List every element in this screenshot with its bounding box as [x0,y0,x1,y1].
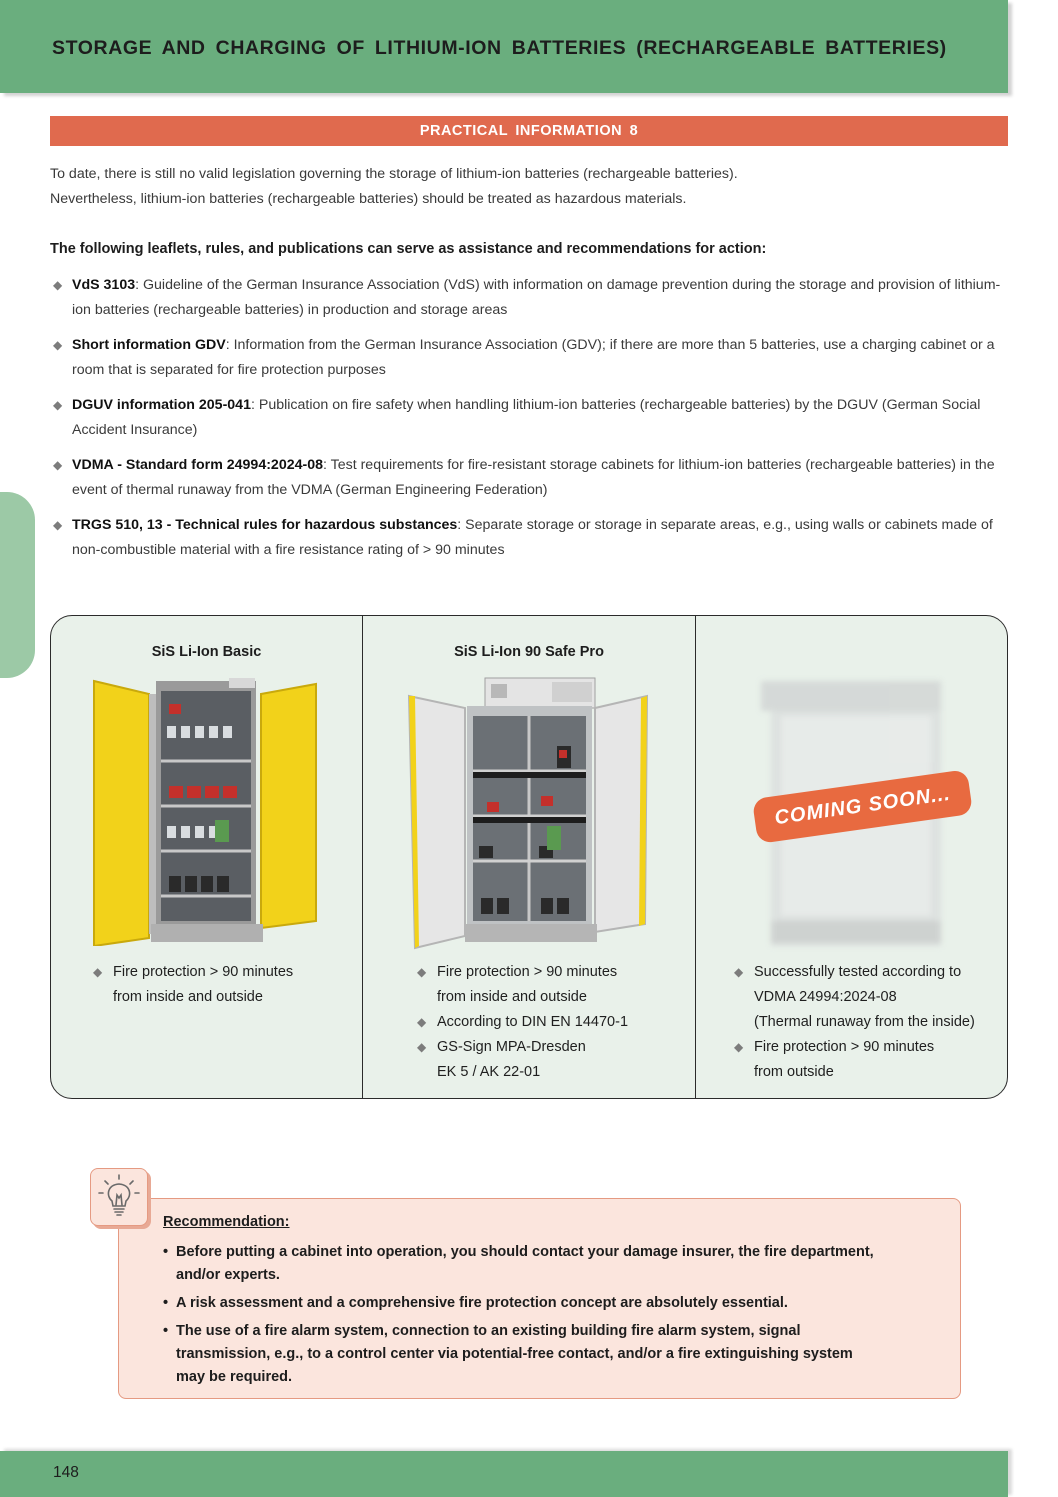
bullet-icon: • [163,1295,169,1311]
feature-line: According to DIN EN 14470-1 [437,1014,629,1030]
page-number: 148 [53,1464,79,1481]
reference-term: Short information GDV [72,337,226,353]
reference-text: : Test requirements for fire-resistant storage cabinets for lithium-ion batteries (rechargeable batteries) in the event of thermal runaway from the VDMA (German Engineering Federation) [72,457,995,498]
recommendation-box [118,1198,961,1399]
recommendation-line: transmission, e.g., to a control center via potential-free contact, and/or a fire extinguishing system [176,1346,853,1362]
info-bar [50,116,1008,146]
list-item [52,513,1012,563]
diamond-bullet-icon: ◆ [734,1040,744,1054]
list-item [52,453,1012,503]
product-title: SiS Li-Ion 90 Safe Pro [454,644,604,660]
diamond-bullet-icon: ◆ [93,965,103,979]
feature-list [734,960,975,1085]
product-column-basic [51,616,363,1098]
list-item [163,1320,933,1389]
reference-text: : Publication on fire safety when handling lithium-ion batteries (rechargeable batteries) by the DGUV (German Social Accident Insurance) [72,397,981,438]
feature-list [417,960,628,1085]
feature-line: from inside and outside [437,989,587,1005]
diamond-bullet-icon: ◆ [53,338,63,352]
info-bar-label: PRACTICAL INFORMATION 8 [419,123,639,139]
lightbulb-badge [90,1168,148,1226]
reference-list [52,273,1012,573]
feature-line: Fire protection > 90 minutes [754,1039,935,1055]
product-column-coming-soon [696,616,1008,1098]
footer-band [0,1451,1008,1497]
lead-text: The following leaflets, rules, and publications can serve as assistance and recommendations for action: [50,241,767,257]
reference-text: : Separate storage or storage in separate areas, e.g., using walls or cabinets made of non-combustible material with a fire resistance rating of > 90 minutes [72,517,993,558]
intro-line: To date, there is still no valid legislation governing the storage of lithium-ion batteries (rechargeable batteries). [50,166,738,182]
feature-line: (Thermal runaway from the inside) [754,1014,975,1030]
feature-line: EK 5 / AK 22-01 [437,1064,541,1080]
list-item [417,960,628,1010]
recommendation-line: The use of a fire alarm system, connection to an existing building fire alarm system, signal [176,1323,801,1339]
recommendation-line: Before putting a cabinet into operation, you should contact your damage insurer, the fire department, [176,1244,874,1260]
reference-text: : Guideline of the German Insurance Association (VdS) with information on damage prevention during the storage and provision of lithium-ion batteries (rechargeable batteries) in production and storage areas [72,277,1001,318]
reference-term: VdS 3103 [72,277,136,293]
recommendation-line: may be required. [176,1369,293,1385]
reference-term: DGUV information 205-041 [72,397,251,413]
list-item [52,333,1012,383]
diamond-bullet-icon: ◆ [417,1015,427,1029]
diamond-bullet-icon: ◆ [417,1040,427,1054]
header-band [0,0,1008,93]
list-item [163,1241,933,1287]
diamond-bullet-icon: ◆ [53,398,63,412]
side-tab [0,492,35,678]
bullet-icon: • [163,1244,169,1260]
intro-paragraph [50,162,1010,212]
list-item [52,393,1012,443]
list-item [417,1035,628,1085]
reference-term: TRGS 510, 13 - Technical rules for hazardous substances [72,517,458,533]
feature-line: Successfully tested according to [754,964,962,980]
reference-term: VDMA - Standard form 24994:2024-08 [72,457,323,473]
diamond-bullet-icon: ◆ [417,965,427,979]
list-item [93,960,293,1010]
page-title: STORAGE AND CHARGING OF LITHIUM-ION BATTERIES (RECHARGEABLE BATTERIES) [52,37,947,59]
feature-line: VDMA 24994:2024-08 [754,989,897,1005]
product-comparison-box [50,615,1008,1099]
diamond-bullet-icon: ◆ [53,278,63,292]
list-item [734,1035,975,1085]
product-column-safe-pro [363,616,696,1098]
recommendation-title: Recommendation: [163,1214,290,1230]
product-title: SiS Li-Ion Basic [151,644,262,660]
feature-line: from inside and outside [113,989,263,1005]
feature-line: Fire protection > 90 minutes [113,964,294,980]
recommendation-list [163,1241,933,1394]
cabinet-basic-image [91,676,321,946]
list-item [52,273,1012,323]
recommendation-line: A risk assessment and a comprehensive fire protection concept are absolutely essential. [176,1295,788,1311]
diamond-bullet-icon: ◆ [734,965,744,979]
diamond-bullet-icon: ◆ [53,458,63,472]
list-item [734,960,975,1035]
feature-line: Fire protection > 90 minutes [437,964,618,980]
recommendation-line: and/or experts. [176,1267,280,1283]
cabinet-safe-pro-image [407,676,652,956]
bullet-icon: • [163,1323,169,1339]
feature-line: from outside [754,1064,834,1080]
list-item [417,1010,628,1035]
diamond-bullet-icon: ◆ [53,518,63,532]
list-item [163,1292,933,1315]
coming-soon-label: COMING SOON... [752,769,973,844]
reference-text: : Information from the German Insurance Association (GDV); if there are more than 5 batteries, use a charging cabinet or a room that is separated for fire protection purposes [72,337,995,378]
feature-line: GS-Sign MPA-Dresden [437,1039,586,1055]
lightbulb-icon [91,1169,147,1225]
intro-line: Nevertheless, lithium-ion batteries (rechargeable batteries) should be treated as hazardous materials. [50,191,687,207]
feature-list [93,960,293,1010]
